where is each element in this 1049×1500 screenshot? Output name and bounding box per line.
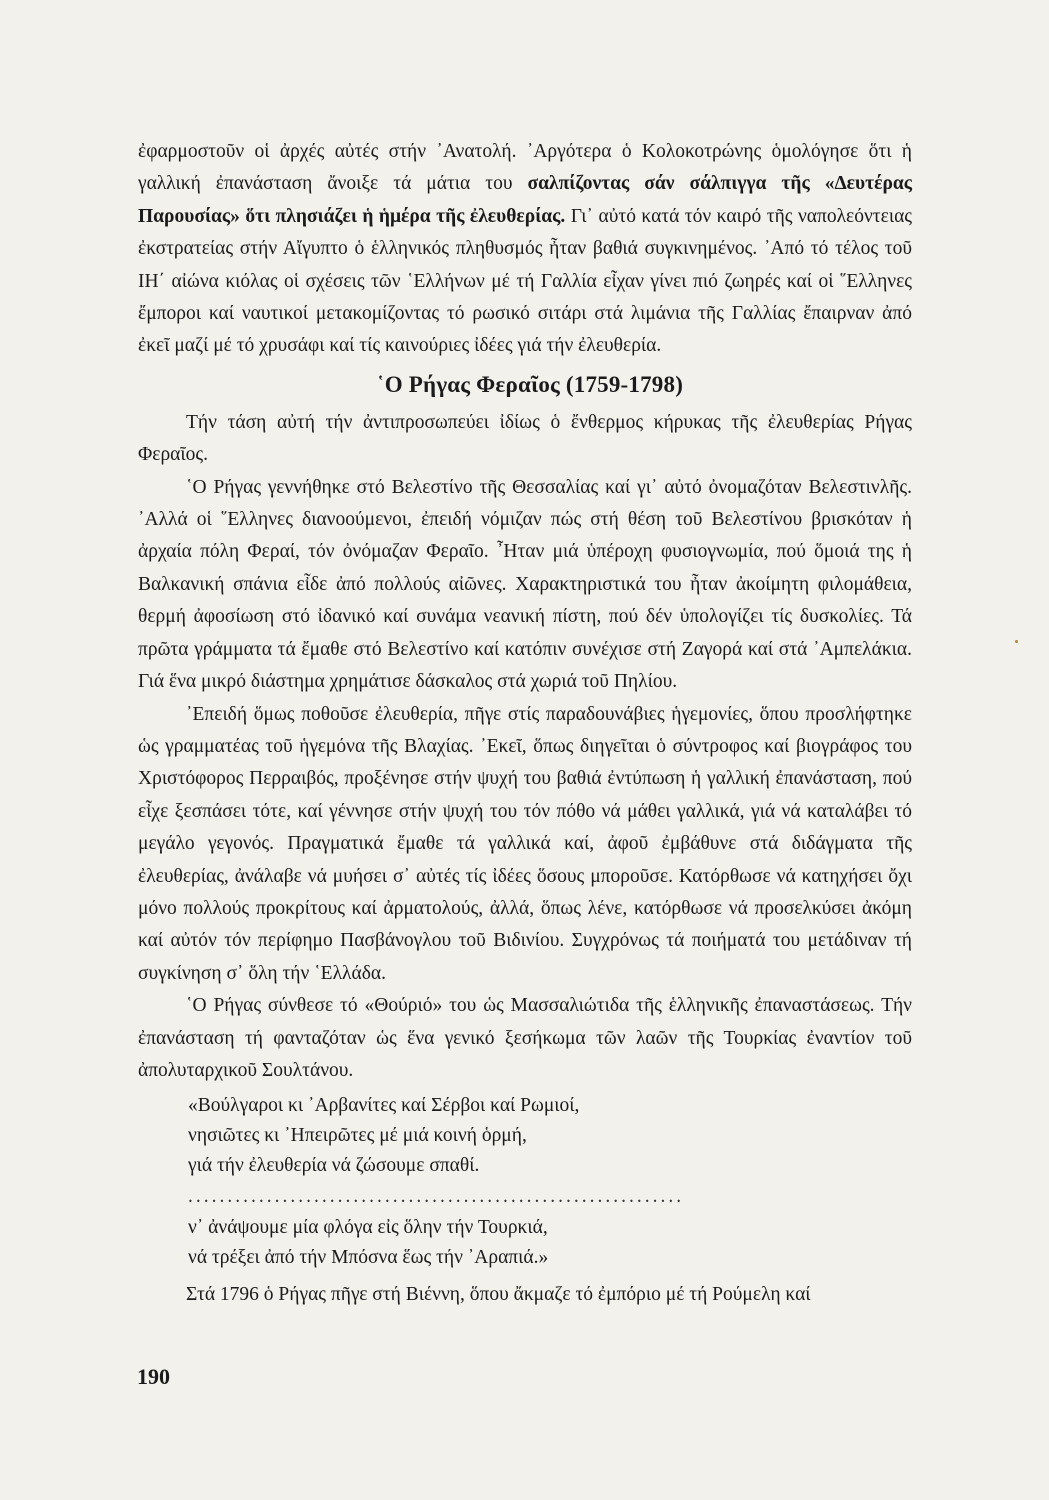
poem-ellipsis: ............................................................... <box>188 1186 685 1208</box>
paragraph-vienna: Στά 1796 ὁ Ρήγας πῆγε στή Βιέννη, ὅπου ἄκμαζε τό ἐμπόριο μέ τή Ρούμελη καί <box>186 1284 811 1306</box>
page-text <box>138 136 912 1312</box>
paragraph-birth: ῾Ο Ρήγας γεννήθηκε στό Βελεστίνο τῆς Θεσσαλίας καί γι᾿ αὐτό ὀνομαζόταν Βελεστινλῆς. ᾿Αλλά οἱ ῞Ελληνες διανοούμενοι, ἐπειδή νόμιζαν πώς στή θέση τοῦ Βελεστίνου βρισκόταν ἡ ἀρχαία πόλη Φεραί, τόν ὀνόμαζαν Φεραῖο. ῏Ηταν μιά ὑπέροχη φυσιογνωμία, πού ὅμοιά της ἡ Βαλκανική σπάνια εἶδε ἀπό πολλούς αἰῶνες. Χαρακτηριστικά του ἦταν ἀκοίμητη φιλομάθεια, θερμή ἀφοσίωση στό ἰδανικό καί συνάμα νεανική πίστη, πού δέν ὑπολογίζει τίς δυσκολίες. Τά πρῶτα γράμματα τά ἔμαθε στό Βελεστίνο καί κατόπιν συνέχισε στή Ζαγορά καί στά ᾿Αμπελάκια. Γιά ἕνα μικρό διάστημα χρημάτισε δάσκαλος στά χωριά τοῦ Πηλίου. <box>138 476 912 693</box>
paragraph-wallachia: ᾿Επειδή ὅμως ποθοῦσε ἐλευθερία, πῆγε στίς παραδουνάβιες ἡγεμονίες, ὅπου προσλήφτηκε ὡς γραμματέας τοῦ ἡγεμόνα τῆς Βλαχίας. ᾿Εκεῖ, ὅπως διηγεῖται ὁ σύντροφος καί βιογράφος του Χριστόφορος Περραιβός, προξένησε στήν ψυχή του βαθιά ἐντύπωση ἡ γαλλική ἐπανάσταση, πού εἶχε ξεσπάσει τότε, καί γέννησε στήν ψυχή του τόν πόθο νά μάθει γαλλικά, γιά νά καταλάβει τό μεγάλο γεγονός. Πραγματικά ἔμαθε τά γαλλικά καί, ἀφοῦ ἐμβάθυνε στά διδάγματα τῆς ἐλευθερίας, ἀνάλαβε νά μυήσει σ᾿ αὐτές τίς ἰδέες ὅσους μποροῦσε. Κατόρθωσε νά κατηχήσει ὄχι μόνο πολλούς προκρίτους καί ἀρματολούς, ἀλλά, ὅπως λένε, κατόρθωσε νά προσελκύσει ἀκόμη καί αὐτόν τόν περίφημο Πασβάνογλου τοῦ Βιδινίου. Συγχρόνως τά ποιήματά του μετάδιναν τή συγκίνηση σ᾿ ὅλη τήν ῾Ελλάδα. <box>138 703 912 984</box>
paper-speck <box>1015 640 1018 643</box>
section-heading: ῾Ο Ρήγας Φεραῖος (1759-1798) <box>376 371 684 397</box>
paragraph-opening <box>138 136 912 363</box>
paragraph-text: Γι᾿ αὐτό κατά τόν καιρό τῆς ναπολεόντειας ἐκστρατείας στήν Αἴγυπτο ὁ ἑλληνικός πληθυσμός ἦταν βαθιά συγκινημένος. ᾿Από τό τέλος τοῦ ΙΗ΄ αἰώνα κιόλας οἱ σχέσεις τῶν ῾Ελλήνων μέ τή Γαλλία εἶχαν γίνει πιό ζωηρές καί οἱ ῞Ελληνες ἔμποροι καί ναυτικοί μετακομίζοντας τό ρωσικό σιτάρι στά λιμάνια τῆς Γαλλίας ἔπαιρναν ἀπό ἐκεῖ μαζί μέ τό χρυσάφι καί τίς καινούριες ἰδέες γιά τήν ἐλευθερία. <box>138 205 913 357</box>
paragraph-intro: Τήν τάση αὐτή τήν ἀντιπροσωπεύει ἰδίως ὁ ἔνθερμος κήρυκας τῆς ἐλευθερίας Ρήγας Φεραῖος. <box>138 411 912 466</box>
paragraph-text: ἐφαρμοστοῦν οἱ ἀρχές αὐτές στήν ᾿Ανατολή. ᾿Αργότερα ὁ Κολοκοτρώνης ὁμολόγησε ὅτι ἡ γαλλική ἐπανάσταση ἄνοιξε τά μάτια του <box>138 141 912 195</box>
poem-line: νησιῶτες κι ᾿Ηπειρῶτες μέ μιά κοινή ὁρμή, <box>188 1125 527 1147</box>
poem-line: νά τρέξει ἀπό τήν Μπόσνα ἕως τήν ᾿Αραπιά.» <box>188 1247 549 1269</box>
poem-quote <box>188 1091 912 1273</box>
page-number: 190 <box>137 1364 170 1389</box>
bold-quote: σαλπίζοντας σάν σάλπιγγα τῆς «Δευτέρας Παρουσίας» ὅτι πλησιάζει ἡ ἡμέρα τῆς ἐλευθερίας. <box>138 173 912 227</box>
paragraph-thourios: ῾Ο Ρήγας σύνθεσε τό «Θούριό» του ὡς Μασσαλιώτιδα τῆς ἑλληνικῆς ἐπαναστάσεως. Τήν ἐπανάσταση τή φανταζόταν ὡς ἕνα γενικό ξεσήκωμα τῶν λαῶν τῆς Τουρκίας ἐναντίον τοῦ ἀπολυταρχικοῦ Σουλτάνου. <box>138 995 912 1081</box>
poem-line: ν᾿ ἀνάψουμε μία φλόγα εἰς ὅλην τήν Τουρκιά, <box>188 1217 548 1239</box>
poem-line: «Βούλγαροι κι ᾿Αρβανίτες καί Σέρβοι καί Ρωμιοί, <box>188 1095 580 1117</box>
poem-line: γιά τήν ἐλευθερία νά ζώσουμε σπαθί. <box>188 1155 480 1177</box>
